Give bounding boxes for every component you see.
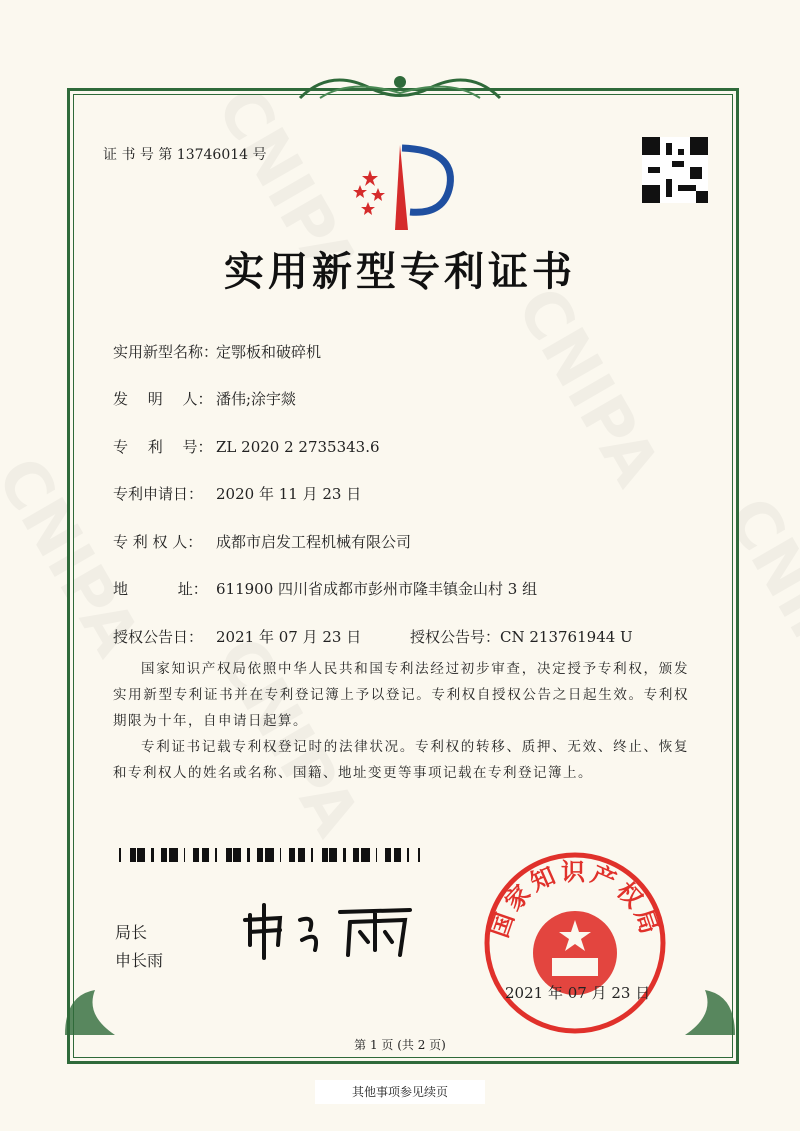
statement-paragraph: 国家知识产权局依照中华人民共和国专利法经过初步审查，决定授予专利权，颁发实用新型专利证书并在专利登记簿上予以登记。专利权自授权公告之日起生效。专利权期限为十年，自申请日起算。 (113, 661, 689, 729)
barcode-bar (329, 848, 331, 862)
barcode-bar (163, 848, 166, 862)
barcode-bar (361, 848, 364, 862)
signature (240, 900, 420, 960)
barcode-bar (239, 848, 241, 862)
barcode-bar (202, 848, 203, 862)
barcode-bar (298, 848, 299, 862)
barcode-bar (130, 848, 131, 862)
application-date: 专利申请日： 2020 年 11 月 23 日 (113, 485, 362, 503)
barcode-bar (133, 848, 136, 862)
barcode-bar (229, 848, 232, 862)
barcode-bar (238, 848, 239, 862)
barcode-bar (419, 848, 420, 862)
barcode-bar (334, 848, 335, 862)
barcode-bar (367, 848, 370, 862)
certificate-number: 证 书 号 第 13746014 号 (103, 147, 267, 163)
barcode (115, 848, 420, 862)
barcode-bar (119, 848, 121, 862)
document-title: 实用新型专利证书 (224, 248, 576, 295)
barcode-bar (172, 848, 173, 862)
continuation-note: 其他事项参见续页 (315, 1080, 485, 1104)
barcode-bar (280, 848, 281, 862)
barcode-bar (196, 848, 197, 862)
barcode-bar (161, 848, 163, 862)
top-ornament (290, 68, 510, 108)
page-number: 第 1 页 (共 2 页) (354, 1038, 446, 1052)
barcode-bar (257, 848, 259, 862)
barcode-bar (331, 848, 334, 862)
barcode-bar (142, 848, 143, 862)
barcode-bar (323, 848, 325, 862)
barcode-bar (247, 848, 250, 862)
patentee: 专 利 权 人： 成都市启发工程机械有限公司 (113, 533, 412, 551)
barcode-bar (166, 848, 167, 862)
barcode-bar (299, 848, 301, 862)
director-title: 局长 (115, 923, 148, 942)
barcode-bar (269, 848, 271, 862)
barcode-bar (139, 848, 142, 862)
barcode-bar (169, 848, 172, 862)
barcode-bar (227, 848, 229, 862)
barcode-bar (143, 848, 145, 862)
barcode-bar (395, 848, 397, 862)
barcode-bar (268, 848, 269, 862)
barcode-bar (397, 848, 400, 862)
barcode-bar (271, 848, 274, 862)
barcode-bar (355, 848, 358, 862)
barcode-bar (353, 848, 355, 862)
barcode-bar (407, 848, 409, 862)
official-seal (480, 848, 670, 1038)
director-name: 申长雨 (115, 951, 164, 970)
barcode-bar (301, 848, 304, 862)
barcode-bar (226, 848, 227, 862)
seal-text: 国家知识产权局 (484, 857, 666, 942)
barcode-bar (233, 848, 235, 862)
barcode-bar (193, 848, 196, 862)
patent-number: 专 利 号： ZL 2020 2 2735343.6 (113, 438, 380, 456)
barcode-bar (137, 848, 139, 862)
barcode-bar (293, 848, 295, 862)
barcode-bar (322, 848, 323, 862)
barcode-bar (389, 848, 391, 862)
barcode-bar (235, 848, 238, 862)
barcode-bar (203, 848, 205, 862)
barcode-bar (376, 848, 377, 862)
barcode-bar (325, 848, 328, 862)
barcode-bar (385, 848, 388, 862)
barcode-bar (215, 848, 217, 862)
qr-code (642, 137, 708, 203)
corner-ornament (675, 975, 745, 1045)
grant-announcement-date: 授权公告日： 2021 年 07 月 23 日 (113, 628, 362, 646)
barcode-bar (388, 848, 389, 862)
utility-model-name: 实用新型名称：定鄂板和破碎机 (113, 343, 322, 361)
inventors: 发 明 人： 潘伟;涂宇燚 (113, 390, 297, 408)
barcode-bar (365, 848, 367, 862)
barcode-bar (259, 848, 262, 862)
barcode-bar (151, 848, 154, 862)
barcode-bar (205, 848, 208, 862)
barcode-bar (418, 848, 419, 862)
barcode-bar (364, 848, 365, 862)
barcode-bar (208, 848, 209, 862)
barcode-bar (262, 848, 263, 862)
cnipa-logo (340, 140, 460, 235)
barcode-bar (400, 848, 401, 862)
seal-date: 2021 年 07 月 23 日 (505, 984, 651, 1002)
barcode-bar (175, 848, 178, 862)
address: 地 址： 611900 四川省成都市彭州市隆丰镇金山村 3 组 (113, 580, 538, 598)
barcode-bar (358, 848, 359, 862)
barcode-bar (184, 848, 185, 862)
corner-ornament (55, 975, 125, 1045)
grant-announcement-number: 授权公告号：CN 213761944 U (410, 628, 633, 646)
barcode-bar (265, 848, 268, 862)
barcode-bar (173, 848, 175, 862)
barcode-bar (335, 848, 337, 862)
barcode-bar (311, 848, 313, 862)
statement-paragraph: 专利证书记载专利权登记时的法律状况。专利权的转移、质押、无效、终止、恢复和专利权人的姓名或名称、国籍、地址变更等事项记载在专利登记簿上。 (113, 739, 689, 781)
barcode-bar (304, 848, 305, 862)
barcode-bar (131, 848, 133, 862)
barcode-bar (394, 848, 395, 862)
barcode-bar (289, 848, 292, 862)
barcode-bar (292, 848, 293, 862)
barcode-bar (343, 848, 346, 862)
barcode-bar (197, 848, 199, 862)
